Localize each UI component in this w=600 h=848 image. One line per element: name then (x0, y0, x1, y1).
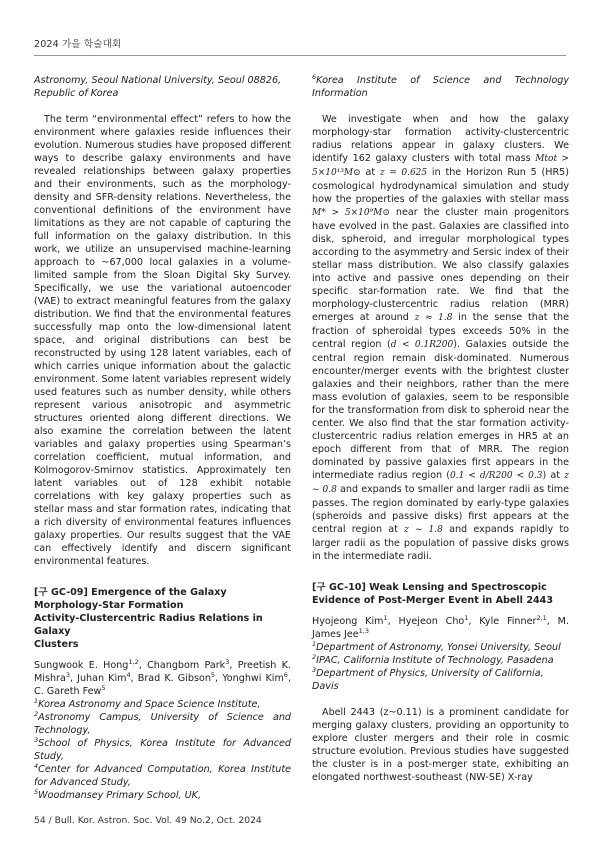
running-header: 2024 가을 학술대회 (34, 39, 122, 50)
gc10-title-line-1: [구 GC-10] Weak Lensing and Spectroscopic (312, 582, 547, 593)
affiliation-cont-line-2: Republic of Korea (34, 88, 119, 99)
author-name: Juhan Kim (77, 673, 127, 684)
affiliation-line: $^3$Department of Physics, University of California, Davis (312, 665, 544, 692)
author-name: Yonghwi Kim (222, 673, 284, 684)
affiliation-line: $^1$Department of Astronomy, Yonsei University, Seoul (312, 639, 561, 653)
math-expression: z ~ 0.8 (312, 471, 569, 495)
gc09-author-list: Sungwook E. Hong$^{1,2}$, Changbom Park$^3$, Preetish K. Mishra$^3$, Juhan Kim$^4$, Brad K. Gibson$^5$, Yonghwi Kim$^6$, C. Gareth Few$^5$ (34, 657, 291, 697)
author-affil-mark: 1 (383, 613, 388, 622)
affiliation-line: $^2$IPAC, California Institute of Technology, Pasadena (312, 652, 554, 666)
math-expression: Mtot > 5×10¹³M⊙ (312, 154, 569, 178)
gc10-affiliations (312, 641, 569, 693)
author-name: Changbom Park (147, 660, 226, 671)
section-title-gc09 (34, 586, 291, 651)
gc09-abstract-paragraph: We investigate when and how the galaxy morphology-star formation activity-clustercentric radius relations appear in galaxy clusters. We identify 162 galaxy clusters with total mass Mtot > 5×10¹³M⊙ at z = 0.625 in the Horizon Run 5 (HR5) cosmological hydrodynamical simulation and study how the properties of the galaxies with stellar mass M* > 5×10⁹M⊙ near the cluster main progenitors have evolved in the past. Galaxies are classified into disk, spheroid, and irregular morphological types according to the asymmetry and Sersic index of their stellar mass distribution. We also classify galaxies into active and passive ones depending on their specific star-formation rate. We find that the morphology-clustercentric radius relation (MRR) emerges at around z ≈ 1.8 in the sense that the fraction of spheroidal types exceeds 50% in the central region (d < 0.1R200). Galaxies outside the central region remain disk-dominated. Numerous encounter/merger events with the brightest cluster galaxies and their neighbors, rather than the mere mass evolution of galaxies, seem to be responsible for the transformation from disk to spheroid near the center. We also find that the star formation activity-clustercentric radius relation emerges in HR5 at an epoch different from that of MRR. The region dominated by passive galaxies first appears in the intermediate radius region (0.1 < d/R200 < 0.3) at z ~ 0.8 and expands to smaller and larger radii as time passes. The region dominated by early-type galaxies (spheroids and passive disks) first appears at the central region at z ~ 1.8 and expands rapidly to larger radii as the population of passive disks grows in the intermediate radii. (312, 114, 569, 562)
math-expression: z ~ 1.8 (404, 525, 443, 535)
author-name: Preetish K. Mishra (34, 660, 291, 684)
author-affil-mark: 4 (126, 670, 131, 679)
header-rule (34, 55, 566, 56)
affiliation-line: $^2$Astronomy Campus, University of Science and Technology, (34, 709, 291, 736)
affiliation-cont-line-1: Astronomy, Seoul National University, Seoul 08826, (34, 75, 282, 86)
page-footer: 54 / Bull. Kor. Astron. Soc. Vol. 49 No.2, Oct. 2024 (34, 815, 262, 826)
author-affil-mark: 5 (101, 683, 106, 692)
author-affil-mark: 1,3 (358, 626, 369, 635)
gc10-title-line-2: Evidence of Post-Merger Event in Abell 2443 (312, 595, 554, 606)
gc10-author-list: Hyojeong Kim$^1$, Hyejeon Cho$^1$, Kyle Finner$^{2,1}$, M. James Jee$^{1,3}$ (312, 613, 569, 640)
author-name: M. James Jee (312, 616, 569, 640)
math-expression: 0.1 < d/R200 < 0.3 (450, 471, 543, 481)
affiliation-continuation (34, 74, 291, 100)
affiliation-line: $^1$Korea Astronomy and Space Science Institute, (34, 696, 261, 710)
gc10-abstract-paragraph: Abell 2443 (z~0.11) is a prominent candidate for merging galaxy clusters, providing an opportunity to explore cluster mergers and their role in cosmic structure evolution. Previous studies have suggested the cluster is in a post-merger state, exhibiting an elongated northwest-southeast (NW-SE) X-ray (312, 707, 569, 783)
author-name: Kyle Finner (479, 616, 537, 627)
math-expression: z = 0.625 (379, 168, 428, 178)
author-name: C. Gareth Few (34, 686, 102, 697)
math-expression: d < 0.1R200 (390, 340, 454, 350)
affiliation-continuation-right: $^6$Korea Institute of Science and Technology Information (312, 72, 569, 99)
author-affil-mark: 6 (283, 670, 288, 679)
author-affil-mark: 1 (464, 613, 469, 622)
author-name: Hyejeon Cho (398, 616, 465, 627)
author-affil-mark: 3 (225, 657, 230, 666)
author-affil-mark: 5 (210, 670, 216, 679)
right-column (312, 74, 569, 784)
math-expression: z ≈ 1.8 (414, 313, 453, 323)
author-affil-mark: 2,1 (536, 613, 547, 622)
gc09-title-line-1: [구 GC-09] Emergence of the Galaxy (34, 587, 227, 598)
affiliation-line: $^5$Woodmansey Primary School, UK, (34, 787, 201, 801)
affiliation-line: $^3$School of Physics, Korea Institute for Advanced Study, (34, 735, 291, 762)
abstract-paragraph: The term “environmental effect” refers to how the environment where galaxies reside influences their evolution. Numerous studies have proposed different ways to describe galaxy environments and have revealed relationships between galaxy properties and their environments, such as the morphology-density and SFR-density relations. Nevertheless, the conventional definitions of the environment have limitations as they are not capable of capturing the full information on the galaxy distribution. In this work, we utilize an unsupervised machine-learning approach to ~67,000 local galaxies in a volume-limited sample from the Sloan Digital Sky Survey. Specifically, we use the variational autoencoder (VAE) to extract meaningful features from the galaxy distribution. We find that the environmental features successfully map onto the low-dimensional latent space, and original distributions can best be reconstructed by using 128 latent variables, each of which carries unique information about the galactic environment. Some latent variables represent widely used features such as number density, while others represent various anisotropic and asymmetric structures oriented along different directions. We also examine the correlation between the latent variables and galaxy properties using Spearman’s correlation coefficient, mutual information, and Kolmogorov-Smirnov statistics. Approximately ten latent variables out of 128 exhibit notable correlations with key galaxy properties such as stellar mass and star formation rates, indicating that a rich diversity of environmental features influences galaxy properties. Our results suggest that the VAE can effectively identify and discern significant environmental features. (34, 114, 291, 567)
affiliation-line: $^4$Center for Advanced Computation, Korea Institute for Advanced Study, (34, 761, 291, 788)
left-column (34, 74, 291, 802)
section-title-gc10 (312, 581, 569, 607)
gc09-title-line-3: Activity-Clustercentric Radius Relations in Galaxy (34, 613, 263, 637)
author-name: Hyojeong Kim (312, 616, 384, 627)
author-name: Sungwook E. Hong (34, 660, 129, 671)
author-affil-mark: 1,2 (128, 657, 139, 666)
gc09-title-line-2: Morphology-Star Formation (34, 600, 184, 611)
gc09-affiliations (34, 698, 291, 802)
author-name: Brad K. Gibson (137, 673, 211, 684)
math-expression: M* > 5×10⁹M⊙ (312, 208, 390, 218)
gc09-title-line-4: Clusters (34, 639, 79, 650)
author-affil-mark: 3 (65, 670, 70, 679)
